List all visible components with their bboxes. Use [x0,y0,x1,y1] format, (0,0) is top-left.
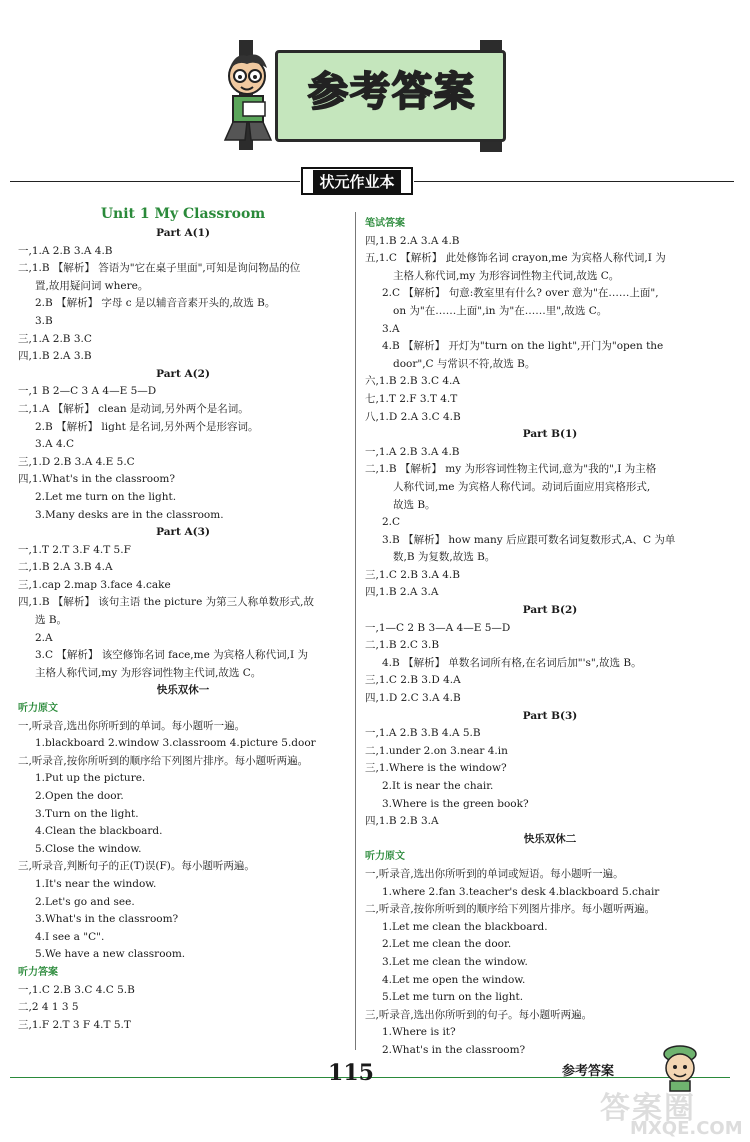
answer-line: 二,1.B 2.A 3.B 4.A [18,561,113,574]
answer-line: 一,1.A 2.B 3.A 4.B [365,445,460,458]
answer-line: 3.A 4.C [35,438,74,451]
answer-line: 三,听录音,判断句子的正(T)误(F)。每小题听两遍。 [18,860,255,873]
answer-line: 3.Let me clean the window. [382,955,528,968]
answer-line: 二,1.A 【解析】 clean 是动词,另外两个是名词。 [18,402,249,415]
answer-line: 2.B 【解析】 字母 c 是以辅音音素开头的,故选 B。 [35,297,276,310]
answer-line: 笔试答案 [365,218,405,229]
answer-line: 2.Let me turn on the light. [35,490,177,503]
answer-line: 3.C 【解析】 该空修饰名词 face,me 为宾格人称代词,I 为 [35,649,308,662]
answer-line: 二,1.B 2.C 3.B [365,639,440,652]
answer-line: 主格人称代词,my 为形容词性物主代词,故选 C。 [35,666,262,679]
answer-line: 主格人称代词,my 为形容词性物主代词,故选 C。 [393,269,620,282]
answer-line: Part B(3) [522,709,578,722]
answer-line: 置,故用疑问词 where。 [35,279,149,292]
answer-line: 1.Put up the picture. [35,772,146,785]
answer-line: 一,1.A 2.B 3.A 4.B [18,244,113,257]
answer-line: 三,1.D 2.B 3.A 4.E 5.C [18,455,135,468]
answer-line: 1.where 2.fan 3.teacher's desk 4.blackboard 5.chair [382,885,660,898]
answer-line: 5.We have a new classroom. [35,948,186,961]
answer-line: 一,1—C 2 B 3—A 4—E 5—D [365,621,511,634]
answer-line: 三,1.Where is the window? [365,762,507,775]
answer-line: 八,1.D 2.A 3.C 4.B [365,410,461,423]
answer-line: on 为"在……上面",in 为"在……里",故选 C。 [393,304,608,317]
answer-line: 四,1.B 2.A 3.A 4.B [365,234,460,247]
answer-line: 1.Where is it? [382,1026,456,1039]
answer-line: 3.B 【解析】 how many 后应跟可数名词复数形式,A、C 为单 [382,533,676,546]
answer-line: 5.Close the window. [35,842,142,855]
answer-line: 听力原文 [18,703,58,715]
answer-line: 2.A [35,631,53,644]
answer-line: 五,1.C 【解析】 此处修饰名词 crayon,me 为宾格人称代词,I 为 [365,252,666,265]
answer-line: Part B(2) [522,604,578,617]
answer-line: 2.C 【解析】 句意:教室里有什么? over 意为"在……上面", [382,287,659,300]
answer-line: Part A(3) [156,526,210,539]
left-column [18,203,348,1034]
answer-line: 3.What's in the classroom? [35,913,179,926]
answer-line: 2.Let me clean the door. [382,938,512,951]
answer-line: 四,1.B 【解析】 该句主语 the picture 为第三人称单数形式,故 [18,596,314,609]
section-title: 状元作业本 [313,170,400,193]
answer-line: 七,1.T 2.F 3.T 4.T [365,392,458,405]
answer-line: 四,1.B 2.A 3.A [365,586,439,599]
answer-banner [215,40,510,152]
answer-line: 3.Where is the green book? [382,797,529,810]
answer-line: 选 B。 [35,614,68,627]
answer-line: 一,听录音,选出你所听到的单词或短语。每小题听一遍。 [365,867,624,880]
section-rule-left [10,181,300,182]
answer-line: 4.B 【解析】 开灯为"turn on the light",开门为"open the [382,340,664,353]
answer-line: 四,1.B 2.A 3.B [18,350,92,363]
unit-title: Unit 1 My Classroom [100,206,266,222]
answer-line: 三,1.C 2.B 3.D 4.A [365,674,461,687]
answer-line: 一,听录音,选出你所听到的单词。每小题听一遍。 [18,719,246,732]
answer-line: 4.B 【解析】 单数名词所有格,在名词后加"'s",故选 B。 [382,656,642,669]
column-divider [355,212,356,1050]
reading-kid-icon [215,46,285,146]
answer-line: 四,1.What's in the classroom? [18,473,176,486]
answer-line: 2.C [382,516,401,529]
answer-line: 一,1.C 2.B 3.C 4.C 5.B [18,983,135,996]
watermark: 答案圈 [600,1091,696,1126]
answer-line: Part A(2) [156,367,210,380]
answer-line: 2.What's in the classroom? [382,1043,526,1056]
answer-line: 1.blackboard 2.window 3.classroom 4.picture 5.door [35,737,316,750]
answer-line: 4.Clean the blackboard. [35,825,163,838]
answer-line: 四,1.B 2.B 3.A [365,815,439,828]
answer-line: Part B(1) [522,428,578,441]
answer-line: 故选 B。 [393,498,436,511]
answer-line: 二,听录音,按你所听到的顺序给下列图片排序。每小题听两遍。 [365,903,656,916]
right-answer-lines [365,215,735,1060]
answer-line: 三,听录音,选出你所听到的句子。每小题听两遍。 [365,1008,593,1021]
answer-line: 人称代词,me 为宾格人称代词。动词后面应用宾格形式, [393,480,651,493]
footer-label: 参考答案 [562,1064,615,1079]
answer-line: door",C 与常识不符,故选 B。 [393,357,536,370]
answer-line: 1.It's near the window. [35,877,157,890]
answer-line: 三,1.F 2.T 3 F 4.T 5.T [18,1018,131,1031]
answer-line: 二,2 4 1 3 5 [18,1001,79,1014]
right-column [365,215,735,1060]
answer-line: 5.Let me turn on the light. [382,991,524,1004]
page-number: 115 [328,1060,374,1086]
answer-line: 3.Many desks are in the classroom. [35,508,224,521]
answer-line: 三,1.cap 2.map 3.face 4.cake [18,578,171,591]
answer-line: 听力答案 [18,966,58,978]
answer-line: 2.Open the door. [35,790,124,802]
answer-line: 快乐双休二 [523,832,577,845]
answer-line: 四,1.D 2.C 3.A 4.B [365,692,461,705]
answer-line: Part A(1) [156,227,210,239]
answer-line: 4.I see a "C". [35,930,105,943]
answer-line: 3.B [35,314,53,327]
answer-line: 二,1.B 【解析】 my 为形容词性物主代词,意为"我的",I 为主格 [365,463,657,476]
banner-title: 参考答案 [308,69,476,115]
answer-line: 三,1.A 2.B 3.C [18,332,92,345]
answer-line: 六,1.B 2.B 3.C 4.A [365,375,460,388]
answer-line: 2.It is near the chair. [382,780,494,792]
answer-line: 二,听录音,按你所听到的顺序给下列图片排序。每小题听两遍。 [18,754,309,767]
answer-line: 二,1.under 2.on 3.near 4.in [365,744,508,757]
answer-line: 2.B 【解析】 light 是名词,另外两个是形容词。 [35,420,259,433]
answer-line: 4.Let me open the window. [382,973,526,986]
answer-line: 一,1.A 2.B 3.B 4.A 5.B [365,727,481,740]
answer-line: 听力原文 [365,851,405,863]
answer-line: 三,1.C 2.B 3.A 4.B [365,568,460,581]
answer-line: 1.Let me clean the blackboard. [382,920,548,933]
answer-line: 2.Let's go and see. [35,895,135,908]
section-title-box [301,167,413,195]
section-rule-right [414,181,734,182]
answer-line: 3.A [382,322,400,335]
answer-line: 快乐双休一 [156,684,210,697]
answer-line: 数,B 为复数,故选 B。 [393,551,496,564]
answer-line: 一,1 B 2—C 3 A 4—E 5—D [18,385,157,398]
answer-line: 一,1.T 2.T 3.F 4.T 5.F [18,543,131,556]
watermark-url: MXQE.COM [630,1118,743,1139]
left-answer-lines [18,225,348,1034]
answer-line: 3.Turn on the light. [35,807,139,820]
answer-line: 二,1.B 【解析】 答语为"它在桌子里面",可知是询问物品的位 [18,262,301,275]
